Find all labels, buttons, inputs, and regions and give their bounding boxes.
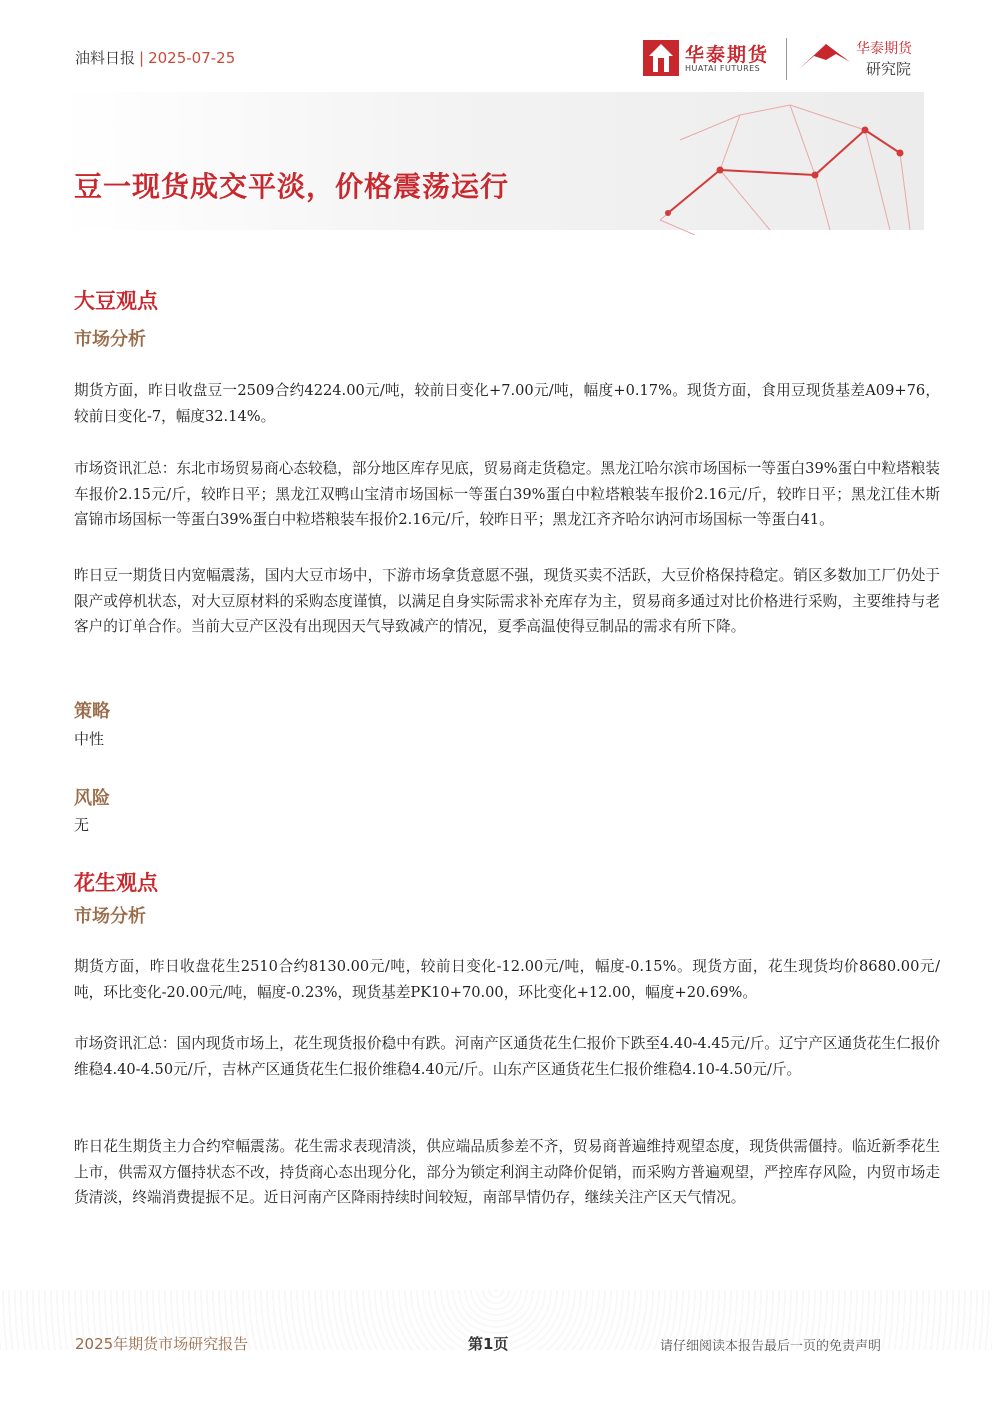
strategy-heading: 策略 [74,701,110,722]
institute-name-line2: 研究院 [866,60,912,78]
soybean-subheading: 市场分析 [74,329,146,350]
peanut-news-paragraph: 市场资讯汇总：国内现货市场上，花生现货报价稳中有跌。河南产区通货花生仁报价下跌至4.40-4.45元/斤。辽宁产区通货花生仁报价维稳4.40-4.50元/斤，吉林产区通货花生仁报价维稳4.40元/斤。山东产区通货花生仁报价维稳4.10-4.50元/斤。 [74,1035,940,1078]
peanut-heading: 花生观点 [74,871,158,895]
soybean-futures-paragraph: 期货方面，昨日收盘豆一2509合约4224.00元/吨，较前日变化+7.00元/吨，幅度+0.17%。现货方面，食用豆现货基差A09+76，较前日变化-7，幅度32.14%。 [74,382,940,425]
peanut-futures-paragraph: 期货方面，昨日收盘花生2510合约8130.00元/吨，较前日变化-12.00元/吨，幅度-0.15%。现货方面，花生现货均价8680.00元/吨，环比变化-20.00元/吨，幅度-0.23%，现货基差PK10+70.00，环比变化+12.00，幅度+20.69%。 [74,958,940,1001]
soybean-heading: 大豆观点 [74,289,158,313]
logo-name-en: HUATAI FUTURES [685,64,761,73]
institute-logo-icon [796,40,852,74]
strategy-value: 中性 [74,730,105,748]
footer-disclaimer: 请仔细阅读本报告最后一页的免责声明 [660,1339,882,1354]
footer-report-name: 2025年期货市场研究报告 [75,1335,249,1353]
page-title: 豆一现货成交平淡，价格震荡运行 [74,170,510,203]
logo-name-cn: 华泰期货 [685,44,770,66]
report-date: 2025-07-25 [148,49,236,67]
report-meta [75,47,235,68]
logo-divider [786,38,787,80]
page-number: 第1页 [468,1335,509,1353]
peanut-market-paragraph: 昨日花生期货主力合约窄幅震荡。花生需求表现清淡，供应端品质参差不齐，贸易商普遍维持观望态度，现货供需僵持。临近新季花生上市，供需双方僵持状态不改，持货商心态出现分化，部分为锁定利润主动降价促销，而采购方普遍观望，严控库存风险，内贸市场走货清淡，终端消费提振不足。近日河南产区降雨持续时间较短，南部旱情仍存，继续关注产区天气情况。 [74,1138,940,1206]
report-type: 油料日报 [75,49,136,67]
soybean-market-paragraph: 昨日豆一期货日内宽幅震荡，国内大豆市场中，下游市场拿货意愿不强，现货买卖不活跃，大豆价格保持稳定。销区多数加工厂仍处于限产或停机状态，对大豆原材料的采购态度谨慎，以满足自身实际需求补充库存为主，贸易商多通过对比价格进行采购，主要维持与老客户的订单合作。当前大豆产区没有出现因天气导致减产的情况，夏季高温使得豆制品的需求有所下降。 [74,567,940,635]
risk-heading: 风险 [74,788,110,809]
institute-name-line1: 华泰期货 [856,41,912,57]
huatai-logo-icon [643,40,679,76]
soybean-news-paragraph: 市场资讯汇总：东北市场贸易商心态较稳，部分地区库存见底，贸易商走货稳定。黑龙江哈尔滨市场国标一等蛋白39%蛋白中粒塔粮装车报价2.15元/斤，较昨日平；黑龙江双鸭山宝清市场国标一等蛋白39%蛋白中粒塔粮装车报价2.16元/斤，较昨日平；黑龙江佳木斯富锦市场国标一等蛋白39%蛋白中粒塔粮装车报价2.16元/斤，较昨日平；黑龙江齐齐哈尔讷河市场国标一等蛋白41。 [74,460,940,528]
network-graphic [600,80,930,235]
peanut-subheading: 市场分析 [74,906,146,927]
meta-separator: | [139,49,145,67]
risk-value: 无 [74,816,90,834]
